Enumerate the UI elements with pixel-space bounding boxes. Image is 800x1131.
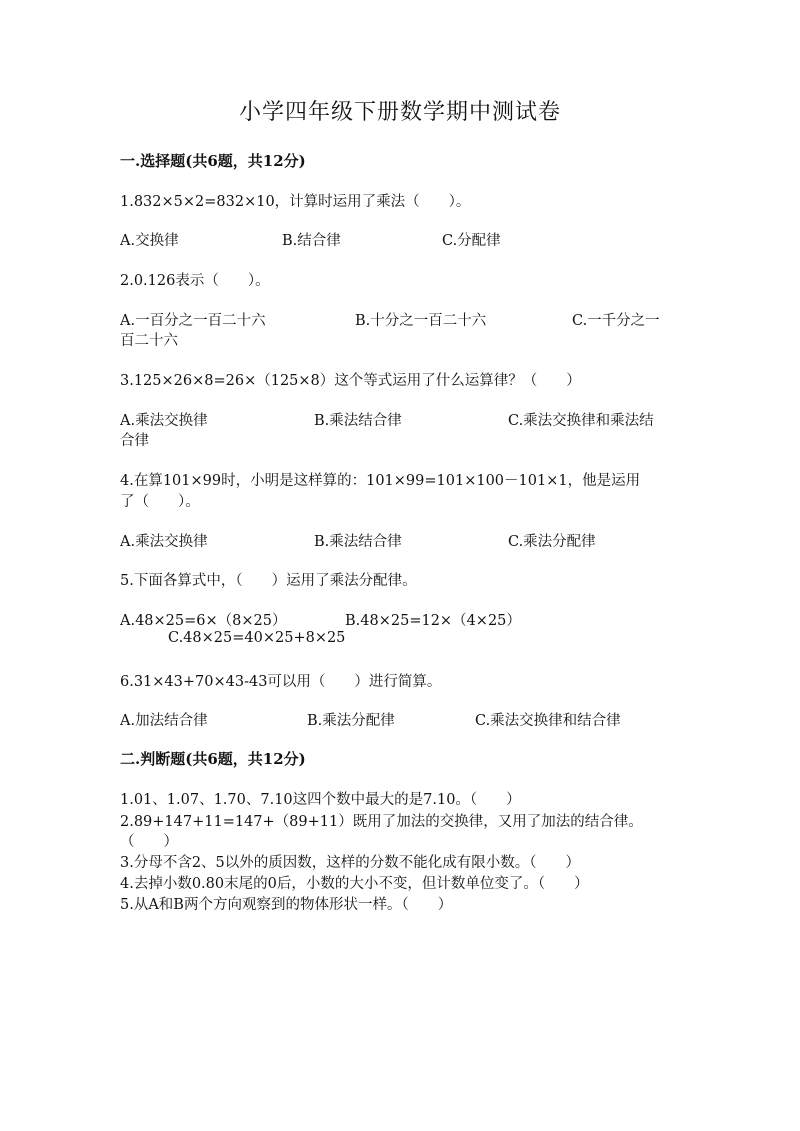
question-5: 5.下面各算式中，（ ）运用了乘法分配律。: [120, 573, 417, 589]
question-1: 1.832×5×2=832×10，计算时运用了乘法（ ）。: [120, 194, 471, 210]
question-4-continued: 了（ ）。: [120, 494, 200, 510]
question-4-option-a: A.乘法交换律: [120, 534, 208, 550]
judge-item-3: 3.分母不含2、5以外的质因数，这样的分数不能化成有限小数。（ ）: [120, 855, 581, 871]
question-6-option-b: B.乘法分配律: [307, 713, 395, 729]
question-2-option-a: A.一百分之一百二十六: [120, 313, 266, 329]
question-5-option-c: C.48×25=40×25+8×25: [168, 630, 346, 646]
judge-item-2-continued: （ ）: [120, 834, 178, 850]
judge-item-4: 4.去掉小数0.80末尾的0后，小数的大小不变，但计数单位变了。（ ）: [120, 876, 589, 892]
judge-item-1: 1.01、1.07、1.70、7.10这四个数中最大的是7.10。（ ）: [120, 792, 521, 808]
question-2-option-c: C.一千分之一: [572, 313, 660, 329]
question-2-option-b: B.十分之一百二十六: [355, 313, 487, 329]
question-4-option-c: C.乘法分配律: [508, 534, 596, 550]
question-5-option-a: A.48×25=6×（8×25）: [120, 613, 287, 629]
question-2-option-c-continued: 百二十六: [120, 333, 178, 349]
question-6-option-c: C.乘法交换律和结合律: [475, 713, 621, 729]
question-1-option-c: C.分配律: [442, 233, 501, 249]
question-4-option-b: B.乘法结合律: [314, 534, 402, 550]
question-5-option-b: B.48×25=12×（4×25）: [345, 613, 521, 629]
question-4: 4.在算101×99时，小明是这样算的：101×99=101×100－101×1，他是运用: [120, 473, 641, 489]
question-6: 6.31×43+70×43-43可以用（ ）进行简算。: [120, 674, 442, 690]
question-3-option-a: A.乘法交换律: [120, 413, 208, 429]
judge-item-5: 5.从A和B两个方向观察到的物体形状一样。（ ）: [120, 897, 453, 913]
section-heading-true-false: 二.判断题(共6题，共12分): [120, 750, 306, 768]
question-1-option-a: A.交换律: [120, 233, 179, 249]
question-1-option-b: B.结合律: [282, 233, 341, 249]
section-heading-choice: 一.选择题(共6题，共12分): [120, 152, 306, 170]
question-3-option-b: B.乘法结合律: [314, 413, 402, 429]
page-title: 小学四年级下册数学期中测试卷: [238, 100, 561, 125]
question-3-option-c-continued: 合律: [120, 433, 149, 449]
question-6-option-a: A.加法结合律: [120, 713, 208, 729]
question-3: 3.125×26×8=26×（125×8）这个等式运用了什么运算律？（ ）: [120, 373, 581, 389]
judge-item-2: 2.89+147+11=147+（89+11）既用了加法的交换律，又用了加法的结合律。: [120, 814, 643, 830]
question-2: 2.0.126表示（ ）。: [120, 273, 270, 289]
question-3-option-c: C.乘法交换律和乘法结: [508, 413, 654, 429]
